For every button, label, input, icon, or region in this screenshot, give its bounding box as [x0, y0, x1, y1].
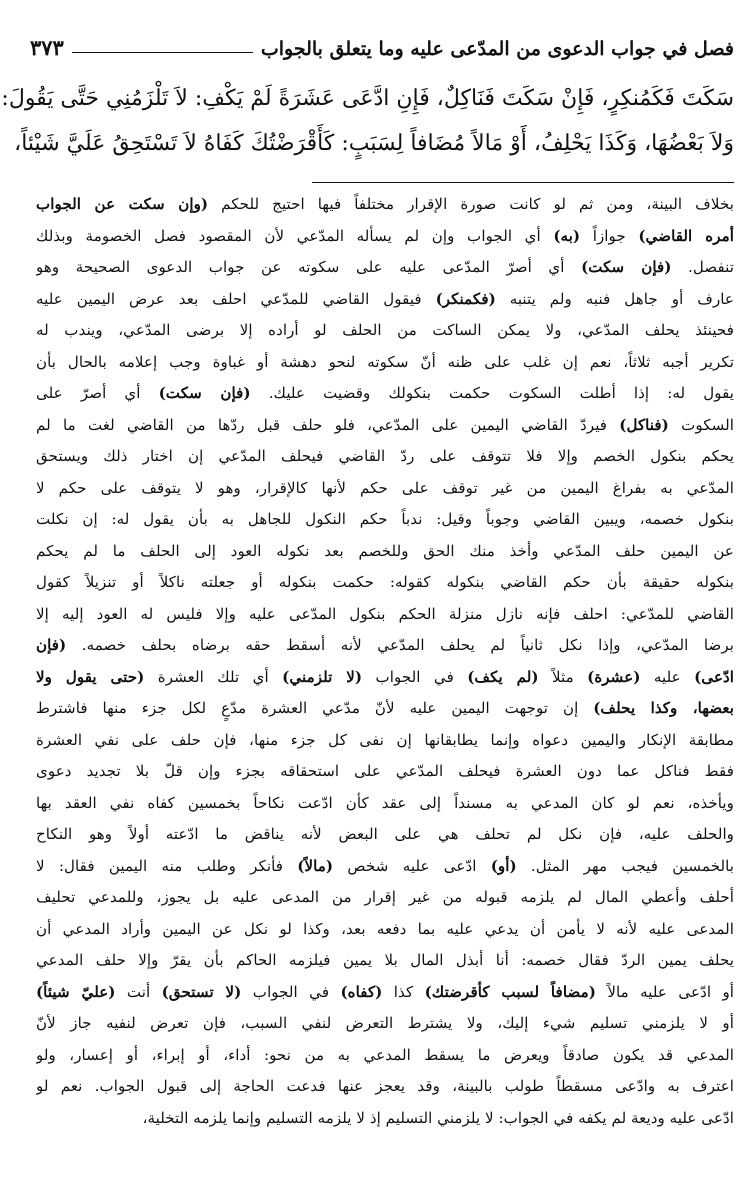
commentary-line — [36, 1071, 734, 1103]
matn-quote: (مالاً) — [297, 856, 334, 875]
commentary-line — [36, 284, 734, 316]
commentary-segment: كذا — [382, 982, 425, 1001]
commentary-line — [36, 189, 734, 221]
commentary-line — [36, 473, 734, 505]
commentary-line — [36, 725, 734, 757]
commentary-segment: إن توجهت اليمين عليه لأنّ مدّعي العشرة مدّعٍ لكل جزء منها فاشترط — [36, 699, 594, 717]
commentary-segment: السكوت — [668, 415, 734, 434]
sharh-text — [30, 189, 734, 1134]
matn-quote: أمره القاضي) — [638, 226, 734, 245]
commentary-segment: عارف أو جاهل فنبه ولم يتنبه — [495, 289, 734, 308]
matn-quote: (كفاه) — [340, 982, 383, 1001]
commentary-segment: ويأخذه، نعم لو كان المدعي به مسنداً إلى عقد كأن ادّعت نكاحاً بخمسين كفاه نفي العقد بها — [36, 793, 734, 812]
commentary-segment: أي الجواب وإن لم يسأله المدّعي لأن المقصود فصل الخصومة وبذلك — [36, 226, 554, 245]
commentary-segment: المدعى عليه لأنه لا يأمن أن يدعي عليه بما دفعه بعد، وكذا لو نكل عن اليمين وأراد المدعي أن — [36, 919, 734, 938]
matn-text — [1, 76, 734, 166]
book-page — [1, 30, 734, 1148]
commentary-line — [36, 819, 734, 851]
commentary-line — [36, 977, 734, 1009]
commentary-segment: يحلف يمين الردّ فقال خصمه: أنا أبذل المال بلا يمين فيلزمه الحاكم بأن يقرّ وإلا حلف المدعي — [36, 951, 734, 969]
commentary-line — [36, 378, 734, 410]
commentary-line — [36, 945, 734, 977]
commentary-line — [36, 410, 734, 442]
commentary-line — [36, 567, 734, 599]
commentary-segment: أو لا يلزمني تسليم شيء إليك، ولا يشترط التعرض لنفي السبب، فإن تعرض لنفيه جاز لأنّ — [36, 1014, 734, 1032]
matn-quote: (فكمنكر) — [435, 289, 496, 308]
commentary-segment: في الجواب — [241, 982, 341, 1001]
commentary-segment: أحلف وأعطي المال لم يلزمه قبوله من غير إقرار من المدعى عليه بل يجوز، وللمدعي تحليف — [36, 888, 734, 906]
commentary-segment: أو ادّعى عليه مالاً — [595, 982, 734, 1001]
commentary-segment: جوازاً — [580, 226, 639, 245]
header-rule — [72, 52, 253, 53]
commentary-line — [36, 441, 734, 473]
commentary-segment: ادّعى عليه وديعة لم يكفه في الجواب: لا يلزمني التسليم إذ لا يلزمه التسليم وإنما يلزمه التخلية، — [142, 1108, 734, 1127]
matn-quote: (فإن — [36, 636, 67, 654]
commentary-segment: فحينئذ يحلف المدّعي، ولا يمكن الساكت من الحلف لو أراده إلا برضى المدّعي، ويندب له — [36, 321, 734, 339]
commentary-segment: مثلاً — [538, 667, 588, 686]
commentary-line — [36, 630, 734, 662]
commentary-segment: اعترف به وادّعى مسقطاً طولب بالبينة، وقد يعجز عنها فدعت الحاجة إلى قبول الجواب. نعم لو — [36, 1077, 734, 1095]
matn-line: وَلاَ بَعْضُهَا، وَكَذَا يَحْلِفُ، أَوْ مَالاً مُضَافاً لِسَبَبٍ: كَأَقْرَضْتُكَ كَفَاهُ لاَ تَسْتَحِقُ عَلَيَّ شَيْئاً، — [14, 131, 734, 156]
commentary-segment: تكرير أجبه ثلاثاً، نعم إن غلب على ظنه أنّ سكوته لنحو دهشة أو غباوة وجب إعلامه بالحال بأن — [36, 352, 734, 371]
commentary-line — [36, 315, 734, 347]
section-divider — [312, 182, 734, 183]
commentary-line — [36, 252, 734, 284]
commentary-segment: ادّعى عليه شخص — [333, 856, 491, 875]
commentary-segment: بالخمسين فيجب مهر المثل. — [516, 856, 734, 875]
commentary-segment: بنكوله حقيقة بأن حكم القاضي بنكوله كقوله: حكمت بنكوله أو جعلته ناكلاً أو تنزيلاً كقول — [36, 573, 734, 591]
commentary-line — [36, 914, 734, 946]
commentary-segment: أي أصرّ على — [36, 384, 159, 402]
commentary-segment: المدعي قد يكون صادقاً ويعرض ما يسقط المدعي به من نحو: أداء، أو إبراء، أو إعسار، ولو — [36, 1045, 734, 1064]
matn-quote: (أو) — [490, 856, 517, 875]
commentary-line — [36, 788, 734, 820]
matn-quote: بعضها، وكذا يحلف) — [593, 699, 734, 717]
matn-quote: (لا تستحق) — [161, 982, 242, 1001]
commentary-line — [36, 599, 734, 631]
matn-quote: (مضافاً لسبب كأقرضتك) — [424, 982, 596, 1001]
commentary-segment: عن اليمين حلف المدّعي وأخذ منك الحق وللخصم بعد نكوله العود إلى الحلف ما لم يحكم — [36, 541, 734, 560]
commentary-line — [36, 536, 734, 568]
commentary-line — [36, 882, 734, 914]
matn-quote: (فناكل) — [619, 415, 669, 434]
commentary-segment: المدّعي به بفراغ اليمين من غير توقف على حكم لأنها كالإقرار، وهو لا يتوقف على حكم لا — [36, 478, 734, 497]
commentary-segment: فيقول القاضي للمدّعي احلف بعد عرض اليمين عليه — [36, 289, 436, 308]
commentary-line — [36, 221, 734, 253]
commentary-line — [36, 693, 734, 725]
matn-quote: (عليّ شيئاً) — [36, 982, 116, 1001]
matn-quote: (حتى يقول ولا — [36, 667, 145, 686]
matn-quote: (لم يكف) — [467, 667, 539, 686]
running-header — [30, 30, 734, 60]
commentary-segment: تنفصل. — [671, 258, 734, 276]
commentary-line — [36, 504, 734, 536]
matn-quote: (لا تلزمني) — [282, 667, 363, 686]
matn-quote: (به) — [553, 226, 581, 245]
commentary-segment: أي أصرّ المدّعى عليه على سكوته عن جواب الدعوى الصحيحة وهو — [36, 258, 582, 276]
commentary-segment: أنت — [115, 982, 162, 1001]
matn-quote: (فإن سكت) — [581, 258, 672, 276]
commentary-line — [36, 1040, 734, 1072]
commentary-segment: بخلاف البينة، ومن ثم لو كانت صورة الإقرار مختلفاً فيها احتيج للحكم — [208, 195, 734, 213]
matn-quote: (وإن سكت عن الجواب — [36, 195, 209, 213]
commentary-segment: أي تلك العشرة — [144, 667, 283, 686]
commentary-segment: فيردّ القاضي اليمين على المدّعي، فلو حلف قبل ردّها من القاضي لغت ما لم — [36, 415, 620, 434]
matn-quote: (عشرة) — [587, 667, 641, 686]
chapter-title: فصل في جواب الدعوى من المدّعى عليه وما يتعلق بالجواب — [260, 38, 734, 60]
matn-line: سَكَتَ فَكَمُنكِرٍ، فَإِنْ سَكَتَ فَنَاكِلٌ، فَإِنِ ادَّعَى عَشَرَةً لَمْ يَكْفِ: لاَ تَلْزَمُنِي حَتَّى يَقُولَ: — [1, 86, 734, 111]
commentary-segment: والحلف عليه، فإن نكل لم تحلف هي على البعض لأنه يناقض ما ادّعته أولاً وهو النكاح — [36, 825, 734, 843]
commentary-line — [36, 756, 734, 788]
commentary-segment: القاضي للمدّعي: احلف فإنه نازل منزلة الحكم بنكول المدّعى عليه وإلا فليس له العود إليه إلا — [36, 604, 734, 623]
commentary-line — [36, 662, 734, 694]
commentary-segment: مطابقة الإنكار واليمين دعواه وإنما يطابقانها إن نفى كل جزء منها، فإن حلف على نفي العشرة — [36, 730, 734, 749]
commentary-segment: بنكول خصمه، ويبين القاضي وجوباً وقيل: ندباً حكم النكول للجاهل به بأن يقول له: إن نكلت — [36, 510, 734, 528]
commentary-segment: يحكم بنكول الخصم وإلا فلا تتوقف على ردّ القاضي فيحلف المدّعي إن اختار ذلك ويستحق — [36, 447, 734, 465]
matn-quote: ادّعى) — [694, 667, 734, 686]
page-number: ٣٧٣ — [30, 35, 64, 60]
matn-quote: (فإن سكت) — [158, 384, 251, 402]
commentary-line — [36, 851, 734, 883]
commentary-segment: فأنكر وطلب منه اليمين فقال: لا — [36, 856, 298, 875]
commentary-line — [36, 1008, 734, 1040]
commentary-segment: في الجواب — [362, 667, 468, 686]
commentary-segment: يقول له: إذا أطلت السكوت حكمت بنكولك وقضيت عليك. — [250, 384, 734, 402]
commentary-segment: عليه — [640, 667, 695, 686]
commentary-segment: برضا المدّعي، وإذا نكل ثانياً لم يحلف المدّعي لأنه أسقط حقه برضاه بحلف خصمه. — [66, 636, 734, 654]
commentary-line — [36, 347, 734, 379]
commentary-line — [36, 1103, 734, 1135]
commentary-segment: فقط فناكل عما دون العشرة فيحلف المدّعي على استحقاقه بجزء وإن قلّ بلا تجديد دعوى — [36, 762, 734, 780]
